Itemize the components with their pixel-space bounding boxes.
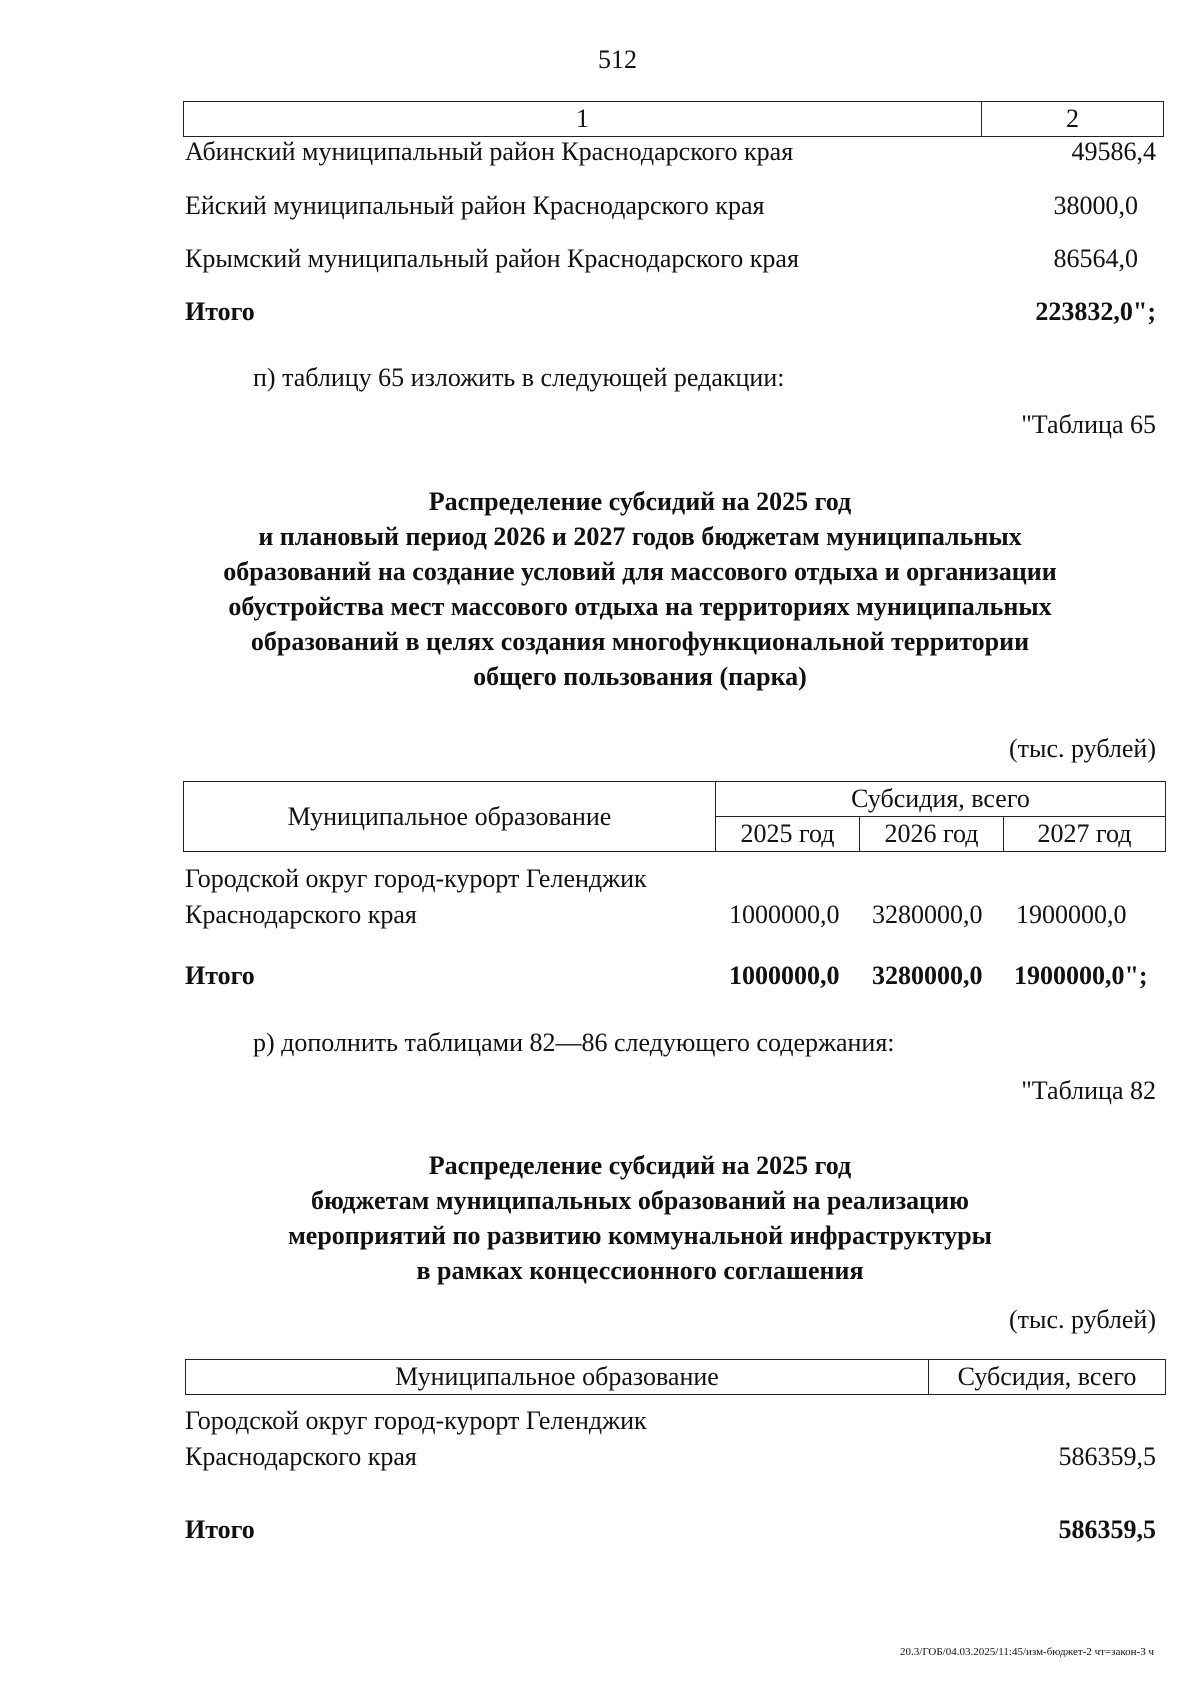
table65-caption: "Таблица 65 bbox=[1021, 410, 1156, 439]
table-cell-2027: 1900000,0 bbox=[1016, 900, 1127, 929]
col-header-1: 1 bbox=[184, 102, 982, 137]
title-line: мероприятий по развитию коммунальной инфраструктуры bbox=[288, 1221, 992, 1250]
table-row-name-cont: Краснодарского края bbox=[185, 900, 417, 929]
title-line: и плановый период 2026 и 2027 годов бюджетам муниципальных bbox=[258, 522, 1022, 551]
total-label: Итого bbox=[185, 297, 255, 326]
table-cell-2025: 1000000,0 bbox=[729, 900, 840, 929]
title-line: образований на создание условий для массового отдыха и организации bbox=[223, 557, 1057, 586]
table-row-name: Ейский муниципальный район Краснодарского края bbox=[185, 191, 765, 220]
table-row-name: Крымский муниципальный район Краснодарского края bbox=[185, 244, 799, 273]
col-entity-header: Муниципальное образование bbox=[186, 1360, 929, 1395]
title-line: общего пользования (парка) bbox=[473, 662, 807, 691]
total-label: Итого bbox=[185, 961, 255, 990]
table-row-name-cont: Краснодарского края bbox=[185, 1442, 417, 1471]
total-2027: 1900000,0"; bbox=[1014, 961, 1148, 990]
table-cell-2026: 3280000,0 bbox=[872, 900, 983, 929]
title-line: обустройства мест массового отдыха на территориях муниципальных bbox=[228, 592, 1052, 621]
col-year-2026: 2026 год bbox=[860, 817, 1004, 852]
title-line: бюджетам муниципальных образований на реализацию bbox=[311, 1186, 969, 1215]
total-value: 586359,5 bbox=[1058, 1515, 1156, 1544]
total-2026: 3280000,0 bbox=[872, 961, 983, 990]
table-row-name: Абинский муниципальный район Краснодарского края bbox=[185, 137, 794, 166]
total-value: 223832,0"; bbox=[1035, 297, 1156, 326]
total-label: Итого bbox=[185, 1515, 255, 1544]
table65-header bbox=[183, 781, 1166, 852]
footer-code: 20.3/ГОБ/04.03.2025/11:45/изм-бюджет-2 чт=закон-3 ч bbox=[900, 1646, 1154, 1658]
col-subsidy-header: Субсидия, всего bbox=[929, 1360, 1166, 1395]
table82-header bbox=[185, 1359, 1166, 1395]
instruction-r: р) дополнить таблицами 82—86 следующего содержания: bbox=[253, 1028, 895, 1057]
total-2025: 1000000,0 bbox=[729, 961, 840, 990]
table-row-name: Городской округ город-курорт Геленджик bbox=[185, 864, 647, 893]
col-subsidy-header: Субсидия, всего bbox=[716, 782, 1166, 817]
col-year-2025: 2025 год bbox=[716, 817, 860, 852]
instruction-p: п) таблицу 65 изложить в следующей редакции: bbox=[253, 363, 785, 392]
title-line: Распределение субсидий на 2025 год bbox=[428, 1151, 852, 1180]
table-row-value: 38000,0 bbox=[1053, 191, 1138, 220]
title-line: образований в целях создания многофункциональной территории bbox=[250, 627, 1030, 656]
table82-units: (тыс. рублей) bbox=[1008, 1305, 1156, 1334]
continued-table-header bbox=[183, 101, 1164, 137]
table65-title bbox=[160, 484, 1120, 694]
title-line: Распределение субсидий на 2025 год bbox=[428, 487, 852, 516]
col-entity-header: Муниципальное образование bbox=[184, 782, 716, 852]
table-row-name: Городской округ город-курорт Геленджик bbox=[185, 1406, 647, 1435]
table82-title bbox=[160, 1148, 1120, 1288]
col-year-2027: 2027 год bbox=[1004, 817, 1166, 852]
table-row-value: 49586,4 bbox=[1071, 137, 1156, 166]
table65-units: (тыс. рублей) bbox=[1008, 734, 1156, 763]
table82-caption: "Таблица 82 bbox=[1021, 1076, 1156, 1105]
table-row-value: 86564,0 bbox=[1053, 244, 1138, 273]
title-line: в рамках концессионного соглашения bbox=[416, 1256, 864, 1285]
table-row-value: 586359,5 bbox=[1058, 1442, 1156, 1471]
page-number: 512 bbox=[598, 45, 637, 74]
col-header-2: 2 bbox=[982, 102, 1164, 137]
